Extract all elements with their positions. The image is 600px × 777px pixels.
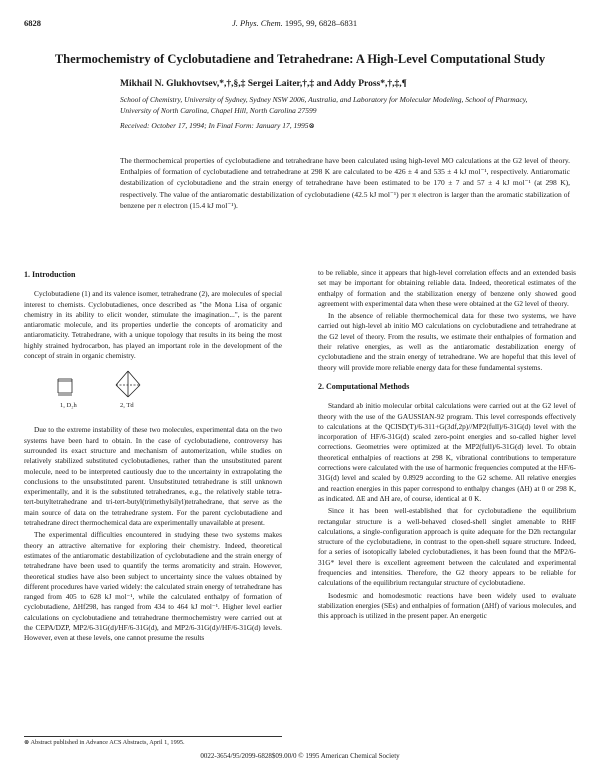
- structure-label-2: 2, Td: [120, 402, 134, 410]
- paragraph: Standard ab initio molecular orbital calculations were carried out at the G2 level of theory with the use of the GAUSSIAN-92 program. This level corresponds effectively to calculations at the QCISD(T)/6-311+G(3df,2p)//MP2(full)/6-31G(d) level with the incorporation of HF/6-31G(d) scaled zero-point energies and so-called higher level corrections. Geometries were optimized at the MP2(full)/6-31G(d) level. To obtain theoretical enthalpies of reactions at 298 K, vibrational contributions to temperature corrections were calculated with the use of harmonic frequencies computed at the HF/6-31G(d) level and scaled by 0.8929 according to the G2 scheme. All relative energies and reaction energies in this paper correspond to enthalpy changes (ΔH) at 0 or 298 K, as indicated. ΔE and ΔH are, of course, identical at 0 K.: [318, 401, 576, 503]
- footnote: ⊗ Abstract published in Advance ACS Abstracts, April 1, 1995.: [24, 736, 282, 747]
- paragraph: Cyclobutadiene (1) and its valence isomer, tetrahedrane (2), are molecules of special interest to chemists. Cyclobutadienes, once described as "the Mona Lisa of organic chemistry in its ability to elicit wonder, stimulate the imagination...", is the parent antiaromatic molecule, and its properties underlie the concepts of aromaticity and antiaromaticity. Tetrahedrane, with a unique topology that results in its being the most highly strained hydrocarbon, has played an important role in the development of the concept of strain in organic chemistry.: [24, 289, 282, 361]
- structure-label-1: 1, D₂h: [60, 402, 77, 410]
- received-dates: Received: October 17, 1994; In Final Form: January 17, 1995⊗: [120, 121, 315, 130]
- paragraph: to be reliable, since it appears that high-level correlation effects and an extended basis set may be important for obtaining reliable data. Indeed, theoretical estimates of the enthalpy of formation and the stabilization energy of benzene only showed good agreement with experimental data when these were obtained at the G2 level of theory.: [318, 268, 576, 308]
- paragraph: In the absence of reliable thermochemical data for these two systems, we have carried out high-level ab initio MO calculations on cyclobutadiene and tetrahedrane at the G2 level of theory. From the results, we estimate their enthalpies of formation and their relative energies, as well as the antiaromatic destabilization energy of cyclobutadiene and the strain energy of tetrahedrane. We are hopeful that this level of theory will provide more reliable energy data for these fundamental systems.: [318, 311, 576, 372]
- affiliation: School of Chemistry, University of Sydney, Sydney NSW 2006, Australia, and Laboratory for Molecular Modeling, School of Pharmacy, University of North Carolina, Chapel Hill, North Carolina 27599: [120, 95, 528, 115]
- paragraph: Due to the extreme instability of these two molecules, experimental data on the two systems have been hard to obtain. In the case of cyclobutadiene, controversy has surrounded its exact structure and mechanism of automerization, while studies on relatively stabilized substituted cyclobutadienes, rather than the unsubstituted parent molecule, need to be interpreted cautiously due to the uncertainty in extrapolating the conclusions to the unsubstituted parent. Unsubstituted tetrahedrane is still unknown experimentally, and it is the substituted tetrahedranes, e.g., the relatively stable tetra-tert-butyltetrahedrane and tri-tert-butyl(trimethylsilyl)tetrahedrane, that serve as the main source of data on the tetrahedrane system. For the parent cyclobutadiene and tetrahedrane direct thermochemical data are experimentally unavailable at present.: [24, 425, 282, 528]
- right-column: [318, 268, 576, 624]
- left-column: [24, 268, 282, 646]
- section-heading-methods: 2. Computational Methods: [318, 381, 410, 391]
- paper-title: Thermochemistry of Cyclobutadiene and Tetrahedrane: A High-Level Computational Study: [54, 52, 546, 66]
- journal-volume: 1995, 99, 6828–6831: [284, 18, 358, 28]
- abstract: The thermochemical properties of cyclobutadiene and tetrahedrane have been calculated using high-level MO calculations at the G2 level of theory. Enthalpies of formation of cyclobutadiene and tetrahedrane at 298 K are calculated to be 426 ± 4 and 535 ± 4 kJ mol⁻¹, respectively. Antiaromatic destabilization of cyclobutadiene and the strain energy of tetrahedrane have been estimated to be 170 ± 7 and 57 ± 4 kJ mol⁻¹ (at 298 K), respectively. The value of the antiaromatic destabilization of cyclobutadiene (42.5 kJ mol⁻¹) per π electron is larger than the aromatic stabilization of benzene per π electron (15.4 kJ mol⁻¹).: [120, 156, 570, 210]
- paragraph: Isodesmic and homodesmotic reactions have been widely used to evaluate stabilization energies (SEs) and enthalpies of formation (ΔHf) of various molecules, and this approach is utilized in the present paper. An energetic: [318, 590, 576, 621]
- author-list: Mikhail N. Glukhovtsev,*,†,§,‡ Sergei Laiter,†,‡ and Addy Pross*,†,‡,¶: [120, 79, 407, 89]
- molecule-structures-icon: [48, 367, 158, 401]
- journal-name: J. Phys. Chem.: [232, 18, 283, 28]
- section-heading-introduction: 1. Introduction: [24, 270, 76, 279]
- paragraph: Since it has been well-established that for cyclobutadiene the equilibrium rectangular structure is a well-behaved closed-shell singlet amenable to RHF calculations, a single-configuration approach is quite adequate for the D2h rectangular structure of the cyclobutadiene, in contrast to the open-shell square structure. Indeed, for a series of isotopically labeled cyclobutadienes, it has been found that the MP2/6-31G* level there is excellent agreement between the calculated and experimental frequencies and intensities. Therefore, the G2 theory appears to be reliable for calculations of the equilibrium rectangular structure of cyclobutadiene.: [318, 506, 576, 588]
- journal-citation: [232, 18, 357, 28]
- paragraph: The experimental difficulties encountered in studying these two systems makes theory an attractive alternative for exploring their chemistry. Indeed, theoretical estimates of the antiaromatic destabilization of cyclobutadiene and the strain energy of tetrahedrane have been used to quantify the terms aromaticity and strain. However, theoretical studies have also been subject to uncertainty since the values obtained by different procedures have varied widely: the calculated strain energy of tetrahedrane has ranged from 405 to 628 kJ mol⁻¹, while the calculated enthalpy of formation of cyclobutadiene, ΔHf298, has ranged from 434 to 464 kJ mol⁻¹. Higher level earlier calculations on cyclobutadiene and tetrahedrane thermochemistry were carried out at the CEPA/DZP, MP2/6-31G(d)/HF/6-31G(d), and MP2/6-31G(d)//HF/6-31G(d) levels. However, even at these levels, one cannot presume the results: [24, 530, 282, 643]
- structure-figure: [24, 367, 282, 411]
- tetrahedrane-icon: [116, 371, 140, 397]
- page-footer: 0022-3654/95/2099-6828$09.00/0 © 1995 American Chemical Society: [200, 752, 400, 760]
- cyclobutadiene-icon: [58, 379, 72, 395]
- page-number: 6828: [24, 18, 41, 28]
